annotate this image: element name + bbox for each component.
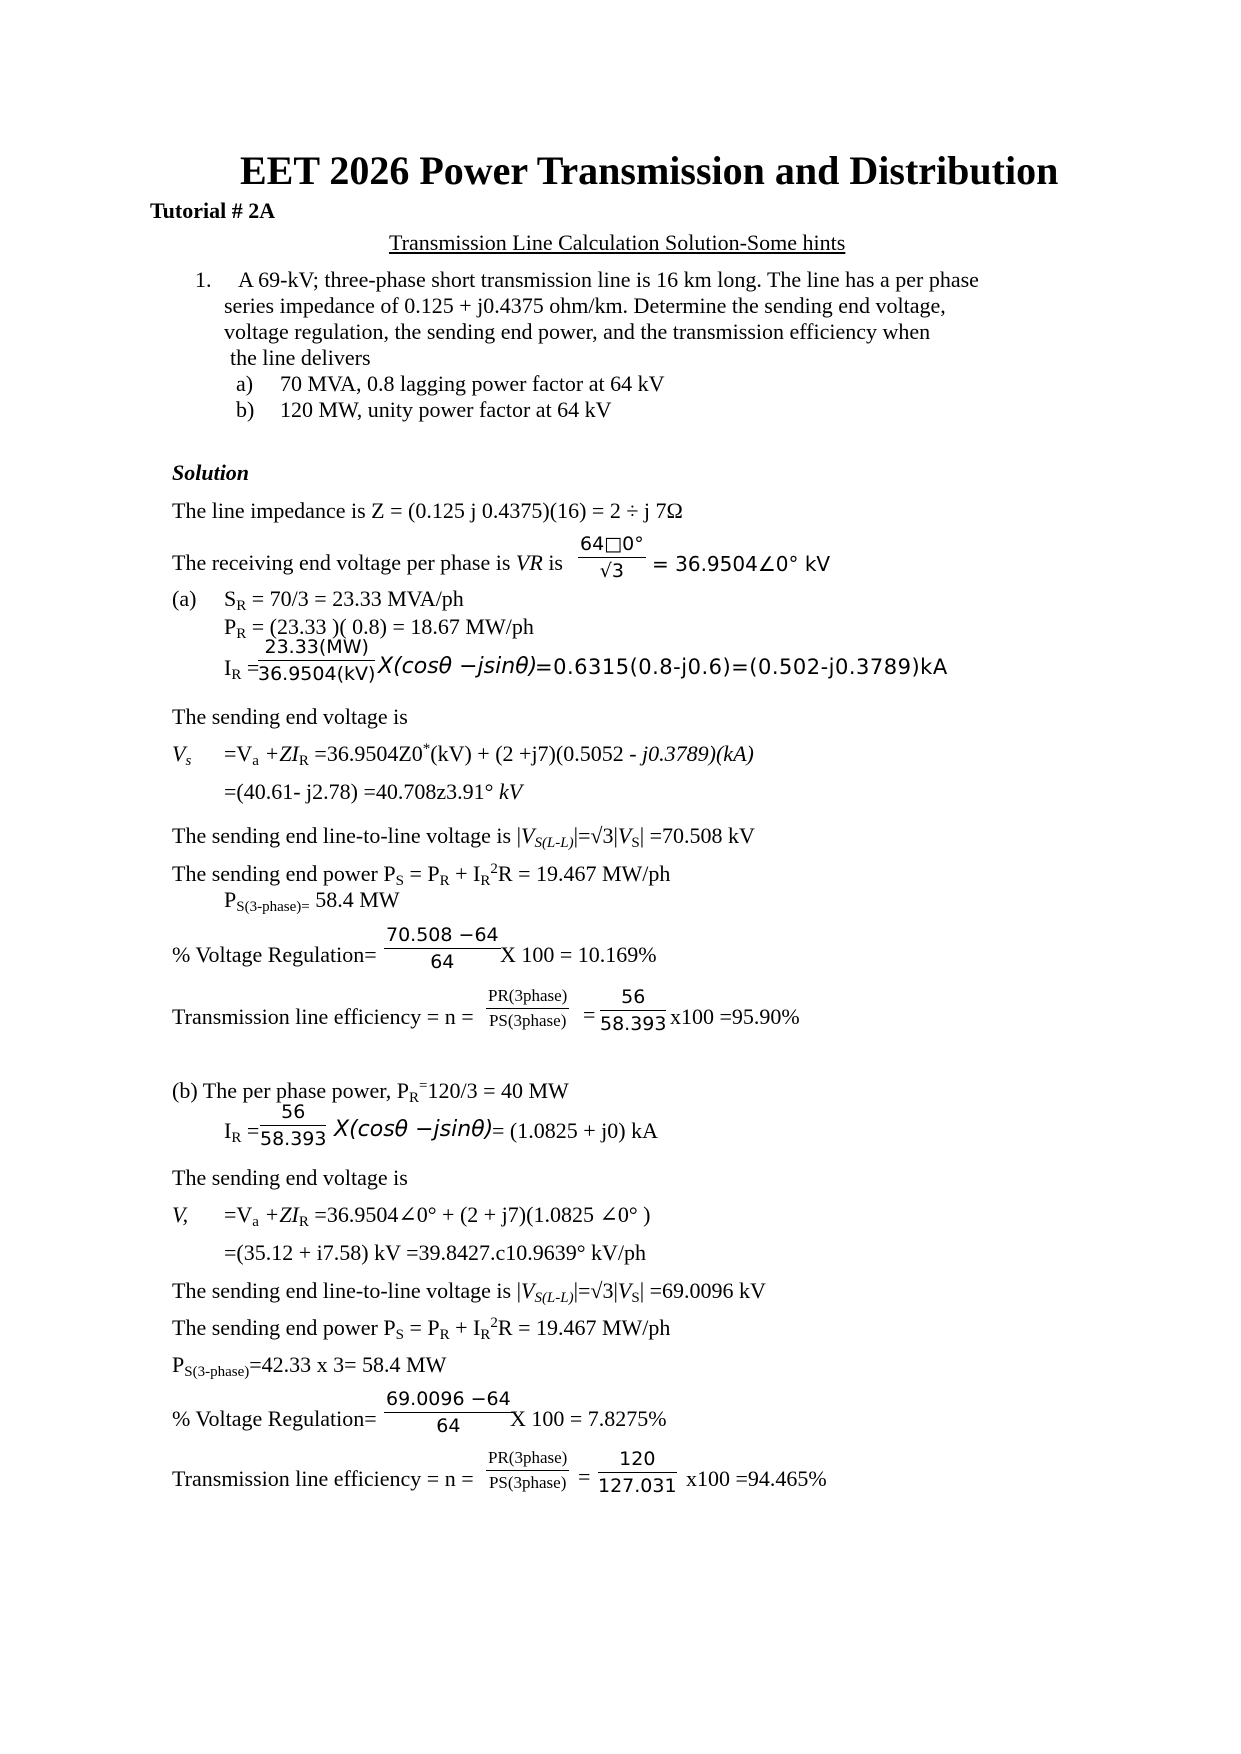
voltage-regulation-label-b: % Voltage Regulation=: [172, 1406, 377, 1431]
problem-number: 1.: [195, 267, 212, 292]
voltage-regulation-label-a: % Voltage Regulation=: [172, 942, 377, 967]
receiving-voltage-result: = 36.9504∠0° kV: [652, 552, 831, 576]
efficiency-fraction-2-b: $\frac{120}{127.031}$: [598, 1448, 677, 1497]
sending-power-3phase-a: $P_{S(3-phase)=}$ 58.4 MW: [224, 887, 400, 915]
problem-line-2: series impedance of 0.125 + j0.4375 ohm/km. Determine the sending end voltage,: [224, 293, 946, 318]
vs-line1-b: $=V_a +ZI_R$ =36.9504∠0° + (2 + j7)(1.0825 ∠0° ): [224, 1202, 651, 1230]
efficiency-label-a: Transmission line efficiency = n =: [172, 1004, 474, 1029]
part-a-label: a): [236, 371, 254, 396]
line-to-line-voltage-b: The sending end line-to-line voltage is $|V_{S(L-L)}|=√3|V_S| =69.0096$ kV: [172, 1278, 766, 1306]
receiving-voltage-fraction: $\frac{64□0^\circ}{√3}$: [580, 533, 644, 582]
tutorial-label: Tutorial # 2A: [150, 198, 276, 223]
ir-result-a: =0.6315(0.8-j0.6)=(0.502-j0.3789)kA: [535, 655, 948, 679]
efficiency-fraction-1-b: PR(3phase) PS(3phase): [488, 1448, 568, 1492]
ir-label-a: $I_R$ =: [224, 655, 260, 683]
problem-line-1: A 69-kV; three-phase short transmission line is 16 km long. The line has a per phase: [238, 267, 979, 292]
vs-line2-b: =(35.12 + i7.58) kV =39.8427.c10.9639° kV/ph: [224, 1240, 647, 1265]
efficiency-fraction-1-a: PR(3phase) PS(3phase): [488, 986, 568, 1030]
ir-fraction-a: $\frac{23.33(MW)}{36.9504(kV)}$: [258, 636, 376, 685]
vs-var-a: $V_s$: [172, 741, 192, 769]
vs-line1-a: $=V_a +ZI_R =36.9504Z0^*(kV) + (2 +j7)(0.5052 - j0.3789)(kA)$: [224, 741, 754, 769]
efficiency-result-b: x100 =94.465%: [686, 1466, 827, 1491]
sending-power-3phase-b: $P_{S(3-phase)}=42.33$ x 3= 58.4 MW: [172, 1352, 447, 1380]
ir-result-b: = (1.0825 + j0) kA: [492, 1118, 658, 1143]
sending-voltage-label-b: The sending end voltage is: [172, 1165, 408, 1190]
vs-line2-a: =(40.61- j2.78) =40.708z3.91° kV: [224, 779, 523, 804]
efficiency-equals-b: =: [578, 1464, 591, 1489]
part-b-intro: (b) The per phase power, $P_R^=120/3 = 40$ MW: [172, 1078, 569, 1106]
subtitle: Transmission Line Calculation Solution-Some hints: [389, 230, 846, 255]
part-a-text: 70 MVA, 0.8 lagging power factor at 64 kV: [280, 371, 665, 396]
sending-power-b: The sending end power $P_S = P_R + I_R^2R = 19.467$ MW/ph: [172, 1315, 671, 1343]
line-to-line-voltage-a: The sending end line-to-line voltage is $|V_{S(L-L)}|=√3|V_S| =70.508$ kV: [172, 823, 755, 851]
vs-var-b: V,: [172, 1202, 189, 1227]
part-a-solution-label: (a): [172, 586, 197, 611]
ir-fraction-b: $\frac{56}{58.393}$: [260, 1101, 327, 1150]
ir-label-b: $I_R$ =: [224, 1118, 260, 1146]
part-b-text: 120 MW, unity power factor at 64 kV: [280, 397, 612, 422]
voltage-regulation-result-b: X 100 = 7.8275%: [510, 1406, 667, 1431]
sending-voltage-label-a: The sending end voltage is: [172, 704, 408, 729]
efficiency-result-a: x100 =95.90%: [670, 1004, 800, 1029]
voltage-regulation-fraction-a: $\frac{70.508 -64}{64}$: [386, 924, 499, 973]
voltage-regulation-result-a: X 100 = 10.169%: [500, 942, 657, 967]
problem-line-4: the line delivers: [230, 345, 371, 370]
efficiency-equals-a: =: [583, 1002, 596, 1027]
ir-trig-b: X(cosθ −jsinθ): [334, 1117, 494, 1142]
part-b-label: b): [236, 397, 255, 422]
efficiency-fraction-2-a: $\frac{56}{58.393}$: [600, 986, 667, 1035]
sr-line: $S_R = 70/3 = 23.33$ MVA/ph: [224, 586, 464, 614]
page-title: EET 2026 Power Transmission and Distribution: [240, 148, 1059, 193]
pr-line: $P_R = (23.33$ )( 0.8) = 18.67 MW/ph: [224, 614, 534, 642]
sending-power-a: The sending end power $P_S = P_R + I_R^2R = 19.467$ MW/ph: [172, 861, 671, 889]
voltage-regulation-fraction-b: $\frac{69.0096 -64}{64}$: [386, 1388, 511, 1437]
ir-trig-a: X(cosθ −jsinθ): [378, 654, 538, 679]
solution-heading: Solution: [172, 460, 250, 485]
efficiency-label-b: Transmission line efficiency = n =: [172, 1466, 474, 1491]
problem-line-3: voltage regulation, the sending end power, and the transmission efficiency when: [224, 319, 931, 344]
receiving-voltage-line: The receiving end voltage per phase is VR is: [172, 550, 563, 575]
impedance-line: The line impedance is Z = (0.125 j 0.4375)(16) = 2 ÷ j 7Ω: [172, 498, 683, 523]
